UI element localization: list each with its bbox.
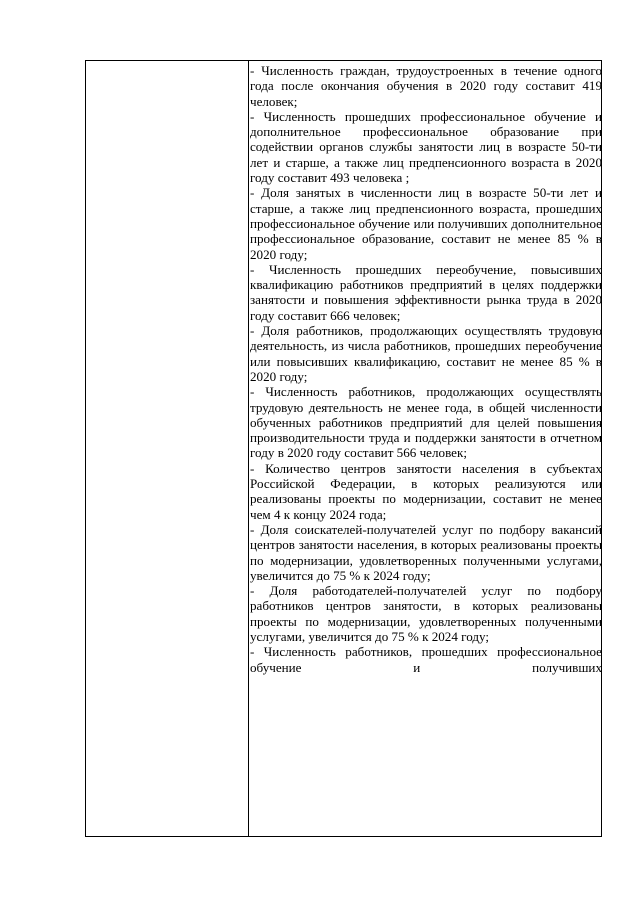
left-empty-cell <box>86 61 248 836</box>
column-divider <box>248 61 249 836</box>
indicator-item: - Численность работников, продолжающих осуществлять трудовую деятельность не менее года, в общей численности обученных работников предприятий для целей повышения производительности труда и поддержки занятости в отчетном году в 2020 году составит 566 человек; <box>250 384 602 461</box>
indicator-item: - Количество центров занятости населения в субъектах Российской Федерации, в которых реализуются или реализованы проекты по модернизации, составит не менее чем 4 к концу 2024 года; <box>250 460 602 522</box>
indicator-item: - Доля работников, продолжающих осуществлять трудовую деятельность, из числа работников, прошедших переобучение или повысивших квалификацию, составит не менее 85 % в 2020 году; <box>250 323 602 384</box>
indicators-cell <box>250 63 602 836</box>
indicator-item: - Численность граждан, трудоустроенных в течение одного года после окончания обучения в 2020 году составит 419 человек; <box>250 63 602 109</box>
indicator-item: - Доля работодателей-получателей услуг по подбору работников центров занятости, в которых реализованы проекты по модернизации, удовлетворенных полученными услугами, увеличится до 75 % к 2024 году; <box>250 583 602 644</box>
indicator-item: - Доля занятых в численности лиц в возрасте 50-ти лет и старше, а также лиц предпенсионного возраста, прошедших профессиональное обучение или получивших дополнительное профессиональное образование, составит не менее 85 % в 2020 году; <box>250 185 602 262</box>
document-table <box>85 60 602 837</box>
indicator-item: - Численность работников, прошедших профессиональное обучение и получивших <box>250 644 602 675</box>
indicator-item: - Численность прошедших переобучение, повысивших квалификацию работников предприятий в целях поддержки занятости и повышения эффективности рынка труда в 2020 году составит 666 человек; <box>250 261 602 323</box>
indicator-item: - Численность прошедших профессиональное обучение и дополнительное профессиональное образование при содействии органов службы занятости лиц в возрасте 50-ти лет и старше, а также лиц предпенсионного возраста в 2020 году составит 493 человека ; <box>250 108 602 186</box>
indicator-item: - Доля соискателей-получателей услуг по подбору вакансий центров занятости населения, в которых реализованы проекты по модернизации, удовлетворенных полученными услугами, увеличится до 75 % к 2024 году; <box>250 521 602 583</box>
